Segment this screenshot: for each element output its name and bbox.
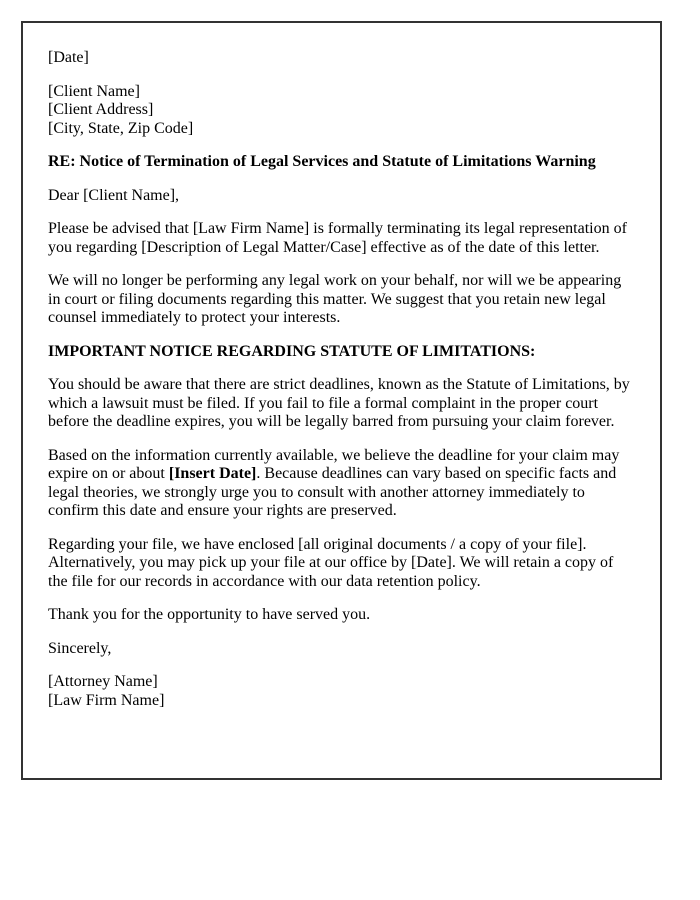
paragraph-deadline	[48, 447, 636, 521]
paragraph-statute-explanation: You should be aware that there are strict deadlines, known as the Statute of Limitations, by which a lawsuit must be filed. If you fail to file a formal complaint in the proper court before the deadline expires, you will be legally barred from pursuing your claim forever.	[48, 376, 630, 430]
paragraph-termination: Please be advised that [Law Firm Name] is formally terminating its legal representation of you regarding [Description of Legal Matter/Case] effective as of the date of this letter.	[48, 220, 627, 256]
insert-date-placeholder: [Insert Date]	[168, 465, 257, 482]
recipient-address-block	[48, 83, 636, 139]
signature-block	[48, 673, 636, 710]
statute-notice-heading: IMPORTANT NOTICE REGARDING STATUTE OF LIMITATIONS:	[48, 342, 536, 360]
paragraph-file-return: Regarding your file, we have enclosed [all original documents / a copy of your file]. Alternatively, you may pick up your file at our office by [Date]. We will retain a copy of the file for our records in accordance with our data retention policy.	[48, 535, 614, 590]
subject-line: RE: Notice of Termination of Legal Services and Statute of Limitations Warning	[48, 153, 596, 170]
date-placeholder: [Date]	[48, 49, 89, 66]
recipient-city-state-zip: [City, State, Zip Code]	[48, 119, 194, 137]
salutation: Dear [Client Name],	[48, 186, 180, 204]
letter-page	[21, 21, 662, 780]
law-firm-name-placeholder: [Law Firm Name]	[48, 691, 165, 709]
closing: Sincerely,	[48, 639, 112, 657]
paragraph-no-further-work: We will no longer be performing any legal work on your behalf, nor will we be appearing in court or filing documents regarding this matter. We suggest that you retain new legal counsel immediately to protect your interests.	[48, 272, 622, 326]
recipient-name: [Client Name]	[48, 82, 140, 100]
recipient-address: [Client Address]	[48, 101, 154, 118]
attorney-name-placeholder: [Attorney Name]	[48, 673, 158, 690]
deadline-text-before: Based on the information currently available, we believe the deadline for your claim may expire on or about	[48, 446, 620, 482]
deadline-text-after: . Because deadlines can vary based on specific facts and legal theories, we strongly urge you to consult with another attorney immediately to confirm this date and ensure your rights are preserved.	[48, 465, 617, 519]
paragraph-thank-you: Thank you for the opportunity to have served you.	[48, 606, 371, 623]
